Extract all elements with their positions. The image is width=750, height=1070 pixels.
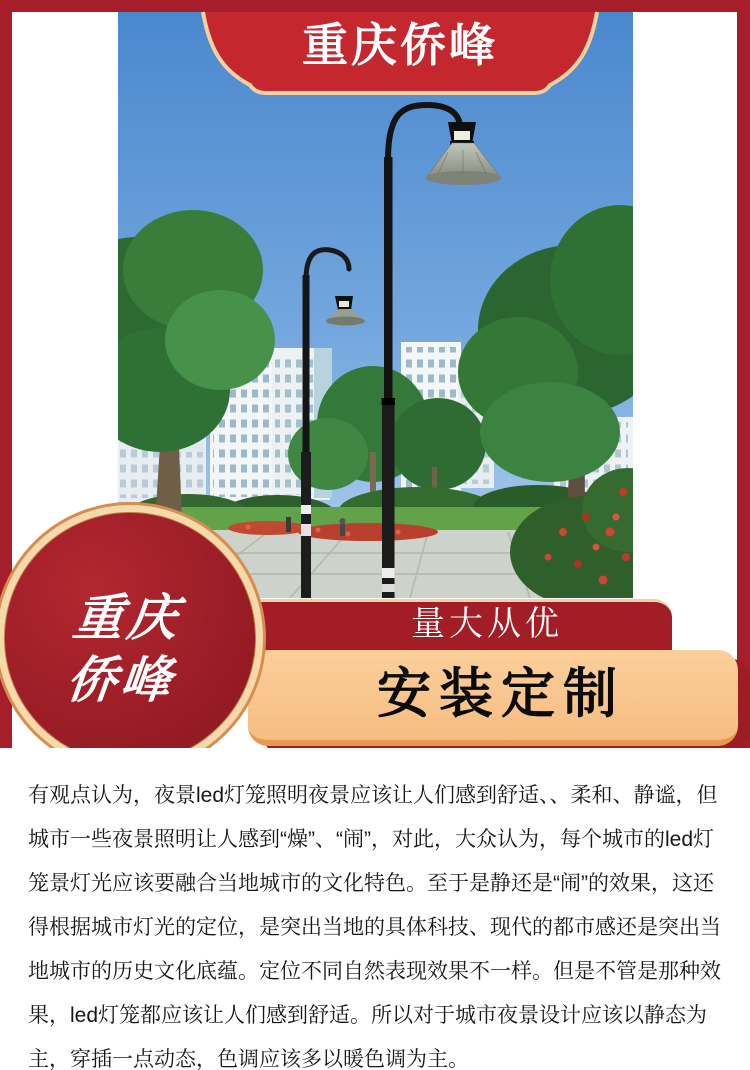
promo-bar-label: 量大从优 <box>411 605 563 643</box>
brand-title: 重庆侨峰 <box>302 19 498 71</box>
park-lamps-photo <box>118 12 633 598</box>
description-paragraph: 有观点认为，夜景led灯笼照明夜景应该让人们感到舒适、、柔和、静谧，但城市一些夜景照明让人感到“燥”、“闹”，对此，大众认为，每个城市的led灯笼景灯光应该要融合当地城市的文化特色。至于是静还是“闹”的效果，这还得根据城市灯光的定位，是突出当地的具体科技、现代的都市感还是突出当地城市的历史文化底蕴。定位不同自然表现效果不一样。但是不管是那种效果，led灯笼都应该让人们感到舒适。所以对于城市夜景设计应该以静态为主，穿插一点动态，色调应该多以暖色调为主。 <box>28 784 721 1070</box>
brand-badge-line1: 重庆 <box>70 590 185 646</box>
brand-badge-text <box>0 587 264 711</box>
frame-border-right <box>737 0 750 748</box>
description-section <box>0 748 750 1070</box>
service-banner <box>248 650 738 746</box>
brand-badge-line2: 侨峰 <box>63 652 178 708</box>
promo-bar <box>232 599 672 651</box>
service-banner-label: 安装定制 <box>377 664 625 724</box>
